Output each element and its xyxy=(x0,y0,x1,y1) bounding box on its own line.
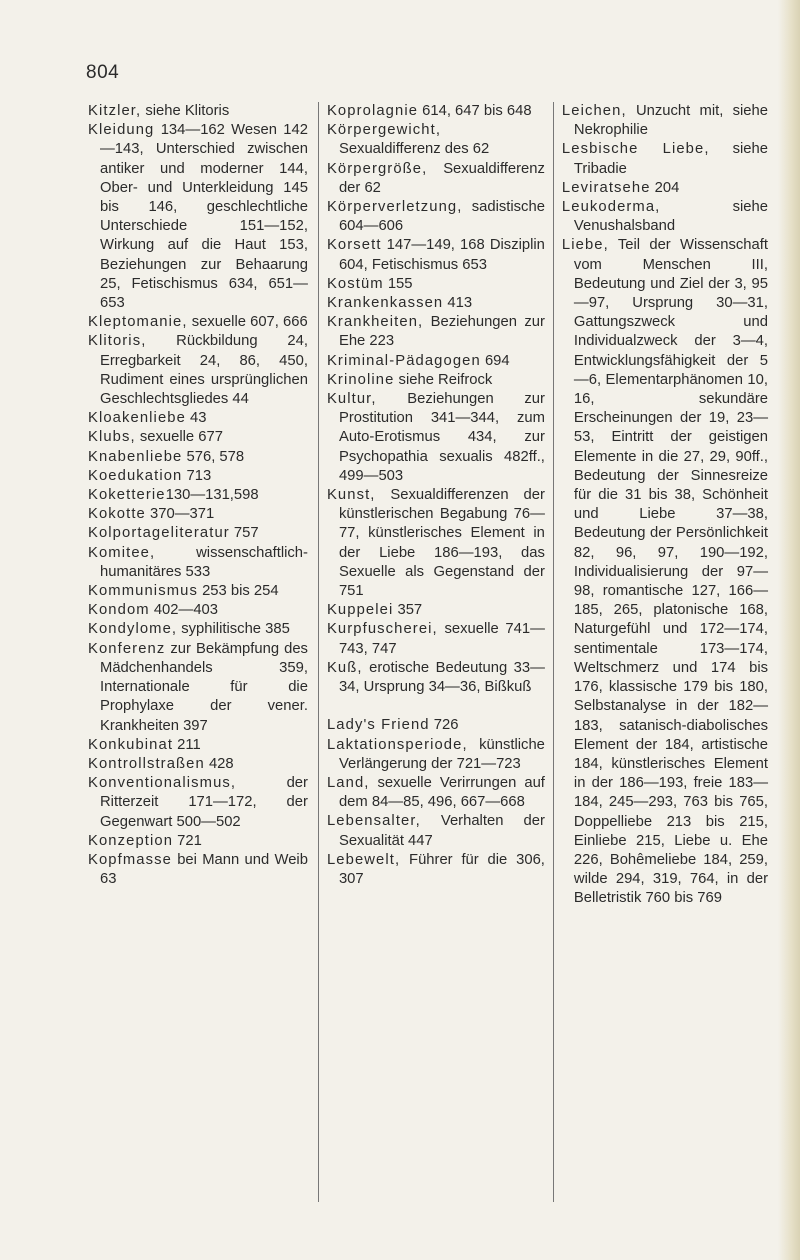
index-entry-references: sexuelle 607, 666 xyxy=(187,314,308,331)
index-entry-references: 147—149, 168 Disziplin 604, Fetischismus 653 xyxy=(338,237,545,273)
index-entry-references: 253 bis 254 xyxy=(197,583,279,600)
index-entry-keyword: Kleidung xyxy=(88,122,155,139)
index-entry-references: 726 xyxy=(429,717,459,734)
index-entry-keyword: Leviratsehe xyxy=(561,179,651,196)
index-entry-references: Sexualdifferenz des 62 xyxy=(338,141,490,158)
index-entry-references: erotische Bedeutung 33—34, Ursprung 34—36, Bißkuß xyxy=(338,659,545,696)
index-entry xyxy=(327,659,545,697)
index-entry-references: 370—371 xyxy=(145,506,215,523)
index-entry-references: 413 xyxy=(443,295,473,312)
index-entry xyxy=(327,121,545,159)
index-entry xyxy=(562,236,768,908)
index-entry xyxy=(327,275,545,294)
index-entry xyxy=(327,160,545,198)
index-entry xyxy=(88,121,308,313)
index-entry-references: Unzucht mit, siehe Nekrophilie xyxy=(573,103,768,139)
index-entry xyxy=(88,428,308,447)
index-entry xyxy=(88,582,308,601)
index-entry xyxy=(88,486,308,505)
index-entry-keyword: Knabenliebe xyxy=(88,448,183,465)
index-entry xyxy=(562,198,768,236)
index-entry-keyword: Kloakenliebe xyxy=(88,410,186,427)
index-entry-keyword: Kolportageliteratur xyxy=(88,525,230,542)
index-entry-references: 713 xyxy=(182,467,212,484)
index-entry xyxy=(327,736,545,774)
index-entry-references: 576, 578 xyxy=(182,448,245,465)
index-entry xyxy=(88,448,308,467)
index-entry xyxy=(88,332,308,409)
index-entry-keyword: Lebensalter, xyxy=(326,813,421,830)
index-entry xyxy=(327,352,545,371)
index-entry-references: Teil der Wissenschaft vom Menschen III, Bedeutung und Ziel der 3, 95—97, Ursprung 30—31, Gattungszweck und Individualzweck der 3—4, Entwicklungsfähigkeit der 5—6, Elementarphänomen 10, 16, sekundäre Erscheinungen der 19, 23—53, Eintritt der geistigen Elemente in die 27, 29, 90ff., Bedeutung der Sinnesreize für die 31 bis 38, Schönheit und Liebe 37—38, Bedeutung der Persönlichkeit 82, 96, 97, 190—192, Individualisierung der 97—98, romantische 127, 166—185, 265, platonische 168, Naturgefühl und 172—174, sentimentale 173—174, Weltschmerz und 174 bis 176, klassische 179 bis 180, Selbstanalyse in der 182—183, satanisch-diabolisches Element der 184, artistische 184, künstlerisches Element in der 186—193, freie 183—184, 245—293, 763 bis 765, Doppelliebe 213 bis 215, Einliebe 215, Liebe u. Ehe 226, Bohêmeliebe 184, 259, wilde 294, 319, 764, in der Belletristik 760 bis 769 xyxy=(573,237,768,907)
index-entry xyxy=(327,620,545,658)
index-column-3 xyxy=(553,102,768,1202)
index-entry-references: 757 xyxy=(229,525,259,542)
index-entry-references: bei Mann und Weib 63 xyxy=(100,851,308,888)
page-edge-shadow xyxy=(778,0,800,1260)
index-entry-references: siehe Venushalsband xyxy=(573,199,768,235)
index-entry-keyword: Leukoderma, xyxy=(561,199,661,216)
index-entry-keyword: Körpergewicht, xyxy=(326,122,442,139)
index-entry-keyword: Kuß, xyxy=(326,659,363,676)
page-number: 804 xyxy=(86,62,120,83)
index-entry-keyword: Kokotte xyxy=(88,506,146,523)
index-entry-keyword: Leichen, xyxy=(561,103,627,119)
index-entry-references: syphilitische 385 xyxy=(177,621,290,638)
index-entry-keyword: Krankheiten, xyxy=(326,314,424,331)
index-entry-references: siehe Reifrock xyxy=(394,371,493,388)
index-entry-references: 43 xyxy=(185,410,207,427)
index-entry xyxy=(88,620,308,639)
index-entry-keyword: Körperverletzung, xyxy=(326,199,463,216)
index-entry-references: Beziehungen zur Prostitution 341—344, zum Auto-Erotismus 434, zur Psychopathia sexualis 482ff., 499—503 xyxy=(338,391,545,484)
index-entry-keyword: Klubs, xyxy=(88,429,136,446)
index-entry xyxy=(327,294,545,313)
index-entry-keyword: Kondom xyxy=(88,602,150,619)
index-entry xyxy=(327,198,545,236)
index-entry-keyword: Konzeption xyxy=(88,832,174,849)
index-entry xyxy=(88,601,308,620)
index-entry-references: 428 xyxy=(204,755,234,772)
index-entry xyxy=(88,544,308,582)
index-entry xyxy=(88,505,308,524)
index-entry-keyword: Komitee, xyxy=(88,544,156,561)
index-entry xyxy=(88,851,308,889)
index-entry xyxy=(562,102,768,140)
index-entry-references: Rückbildung 24, Erregbarkeit 24, 86, 450, Rudiment eines ursprünglichen Geschlechtsgliedes 44 xyxy=(100,333,308,408)
index-entry-keyword: Kunst, xyxy=(326,487,376,504)
index-entry-references: Sexualdifferenz der 62 xyxy=(338,160,545,196)
index-entry xyxy=(562,179,768,198)
index-entry-keyword: Körpergröße, xyxy=(326,160,428,177)
index-entry xyxy=(88,313,308,332)
index-entry-references: 402—403 xyxy=(149,602,219,619)
index-entry-keyword: Laktationsperiode, xyxy=(326,736,468,753)
index-entry-keyword: Kostüm xyxy=(326,275,384,292)
index-entry-keyword: Lebewelt, xyxy=(326,851,401,868)
index-entry xyxy=(88,524,308,543)
index-entry-keyword: Konferenz xyxy=(88,640,166,657)
index-entry-keyword: Land, xyxy=(326,774,370,791)
index-entry-references: sadistische 604—606 xyxy=(338,199,545,235)
index-entry xyxy=(88,467,308,486)
index-entry-references: 357 xyxy=(393,602,423,619)
index-entry xyxy=(327,812,545,850)
index-entry xyxy=(327,102,545,121)
index-entry xyxy=(88,774,308,832)
index-entry-keyword: Lady's Friend xyxy=(326,717,430,734)
index-entry xyxy=(88,736,308,755)
index-entry xyxy=(88,409,308,428)
index-entry-keyword: Kondylome, xyxy=(88,621,178,638)
index-entry-keyword: Koketterie xyxy=(88,487,166,504)
index-entry-references: 204 xyxy=(650,179,680,196)
index-entry xyxy=(327,390,545,486)
index-entry xyxy=(327,236,545,274)
index-entry xyxy=(88,832,308,851)
index-entry-keyword: Koprolagnie xyxy=(326,103,419,119)
index-entry-references: sexuelle 741—743, 747 xyxy=(338,621,545,657)
index-entry-references: 721 xyxy=(173,832,202,849)
index-entry xyxy=(327,371,545,390)
index-entry xyxy=(327,851,545,889)
index-entry-references: Verhalten der Sexualität 447 xyxy=(338,813,545,849)
index-entry-references: sexuelle Verirrungen auf dem 84—85, 496, 667—668 xyxy=(338,774,545,811)
index-entry xyxy=(327,486,545,601)
index-entry-keyword: Lesbische Liebe, xyxy=(561,141,710,158)
index-entry-keyword: Krankenkassen xyxy=(326,295,444,312)
index-entry-references: wissenschaftlich-humanitäres 533 xyxy=(100,544,308,580)
index-entry-keyword: Konventionalismus, xyxy=(88,775,237,792)
index-entry-keyword: Kleptomanie, xyxy=(88,314,188,331)
index-entry-keyword: Kurpfuscherei, xyxy=(326,621,438,638)
index-columns xyxy=(88,102,768,1202)
index-entry-references: Führer für die 306, 307 xyxy=(338,851,545,887)
index-entry xyxy=(327,716,545,735)
index-entry xyxy=(327,313,545,351)
index-entry-references: zur Bekämpfung des Mädchenhandels 359, Internationale für die Prophylaxe der vener. Krankheiten 397 xyxy=(100,640,308,734)
index-column-2 xyxy=(318,102,553,1202)
index-entry-keyword: Kitzler, xyxy=(88,103,142,119)
index-entry-keyword: Koedukation xyxy=(88,467,183,484)
index-entry xyxy=(327,601,545,620)
index-entry-references: siehe Klitoris xyxy=(141,103,230,119)
index-entry-keyword: Liebe, xyxy=(561,237,609,254)
index-entry-references: 130—131,598 xyxy=(165,487,259,504)
index-entry-references: Sexualdifferenzen der künstlerischen Begabung 76—77, künstlerisches Element in der Liebe 186—193, das Sexuelle als Gegenstand der 751 xyxy=(338,487,545,600)
index-column-1 xyxy=(88,102,318,1202)
index-entry-references: 614, 647 bis 648 xyxy=(418,103,532,119)
index-entry-references: siehe Tribadie xyxy=(573,141,768,177)
index-entry xyxy=(88,640,308,736)
index-entry-references: der Ritterzeit 171—172, der Gegenwart 500—502 xyxy=(100,775,308,830)
index-entry-references: sexuelle 677 xyxy=(135,429,223,446)
index-entry-keyword: Konkubinat xyxy=(88,736,174,753)
index-entry-references: künstliche Verlängerung der 721—723 xyxy=(338,736,545,772)
index-entry-keyword: Kriminal-Pädagogen xyxy=(326,352,481,369)
index-entry-keyword: Kommunismus xyxy=(88,583,198,600)
index-entry-keyword: Kuppelei xyxy=(326,602,394,619)
index-entry-keyword: Krinoline xyxy=(326,371,395,388)
index-entry-keyword: Klitoris, xyxy=(88,333,147,350)
index-entry-references: 134—162 Wesen 142—143, Unterschied zwischen antiker und moderner 144, Ober- und Unterkleidung 145 bis 146, geschlechtliche Unterschiede 151—152, Wirkung auf die Haut 153, Beziehungen zur Behaarung 25, Fetischismus 634, 651—653 xyxy=(100,122,308,312)
index-entry-keyword: Kontrollstraßen xyxy=(88,755,205,772)
index-entry-keyword: Kultur, xyxy=(326,391,377,408)
index-entry xyxy=(88,755,308,774)
index-entry-references: 694 xyxy=(480,352,510,369)
index-entry-references: 211 xyxy=(173,736,201,753)
index-entry-keyword: Korsett xyxy=(326,237,382,254)
index-entry xyxy=(562,140,768,178)
index-entry-references: Beziehungen zur Ehe 223 xyxy=(338,314,545,350)
index-entry xyxy=(327,774,545,812)
index-entry xyxy=(88,102,308,121)
index-entry-references: 155 xyxy=(383,275,413,292)
index-entry-keyword: Kopfmasse xyxy=(88,851,172,868)
